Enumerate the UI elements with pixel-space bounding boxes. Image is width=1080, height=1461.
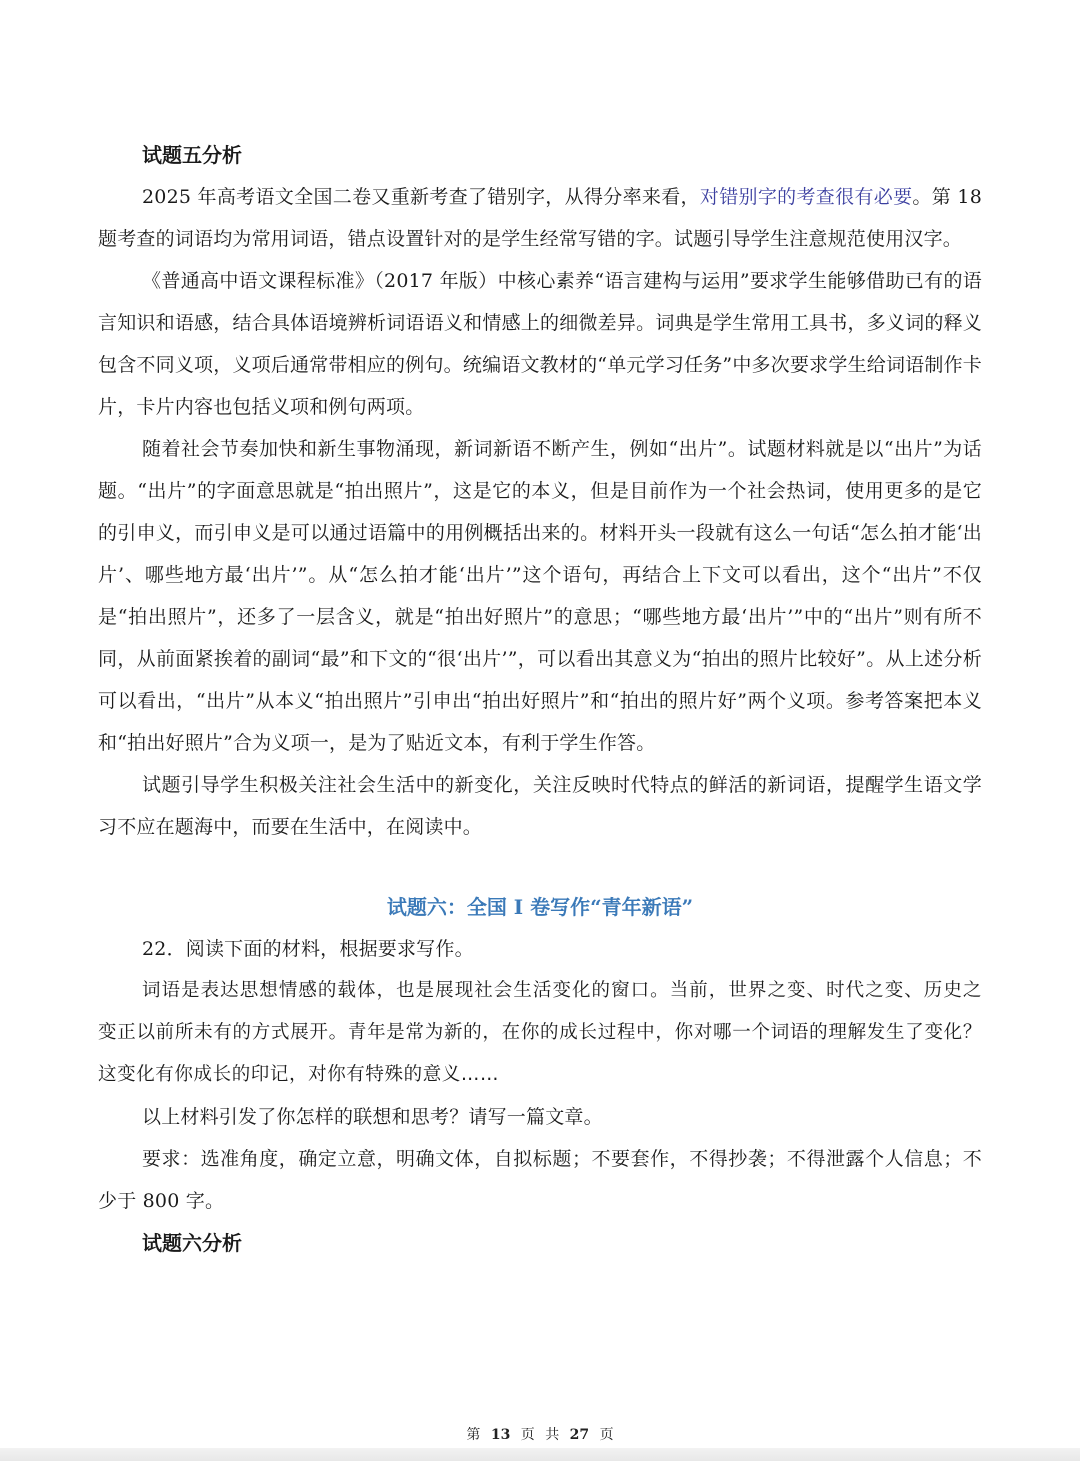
section-spacer (98, 848, 982, 876)
page-content (98, 134, 982, 1264)
writing-prompt: 以上材料引发了你怎样的联想和思考？请写一篇文章。 (142, 1106, 603, 1128)
question-line: 22．阅读下面的材料，根据要求写作。 (142, 938, 474, 960)
footer-middle: 页 共 (520, 1427, 560, 1443)
page-bottom-edge (0, 1448, 1080, 1461)
section5-analysis-heading: 试题五分析 (142, 143, 242, 167)
highlighted-phrase: 对错别字的考查很有必要 (699, 186, 913, 208)
page-footer (0, 1424, 1080, 1444)
section5-paragraph-1 (98, 176, 982, 260)
paragraph-text: 。第 18 题考查的词语均为常用词语，错点设置针对的是学生经常写错的字。试题引导学生注意规范使用汉字。 (98, 186, 983, 250)
section6-title: 试题六：全国 I 卷写作“青年新语” (386, 895, 694, 919)
section6-analysis-heading: 试题六分析 (142, 1231, 242, 1255)
writing-material: 词语是表达思想情感的载体，也是展现社会生活变化的窗口。当前，世界之变、时代之变、历史之变正以前所未有的方式展开。青年是常为新的，在你的成长过程中，你对哪一个词语的理解发生了变化？这变化有你成长的印记，对你有特殊的意义…… (98, 980, 982, 1085)
section5-paragraph-3: 随着社会节奏加快和新生事物涌现，新词新语不断产生，例如“出片”。试题材料就是以“出片”为话题。“出片”的字面意思就是“拍出照片”，这是它的本义，但是目前作为一个社会热词，使用更多的是它的引申义，而引申义是可以通过语篇中的用例概括出来的。材料开头一段就有这么一句话“怎么拍才能‘出片’、哪些地方最‘出片’”。从“怎么拍才能‘出片’”这个语句，再结合上下文可以看出，这个“出片”不仅是“拍出照片”，还多了一层含义，就是“拍出好照片”的意思；“哪些地方最‘出片’”中的“出片”则有所不同，从前面紧挨着的副词“最”和下文的“很‘出片’”，可以看出其意义为“拍出的照片比较好”。从上述分析可以看出，“出片”从本义“拍出照片”引申出“拍出好照片”和“拍出的照片好”两个义项。参考答案把本义和“拍出好照片”合为义项一，是为了贴近文本，有利于学生作答。 (98, 438, 982, 754)
footer-suffix: 页 (599, 1427, 614, 1443)
section5-paragraph-4: 试题引导学生积极关注社会生活中的新变化，关注反映时代特点的鲜活的新词语，提醒学生语文学习不应在题海中，而要在生活中，在阅读中。 (98, 774, 982, 838)
writing-requirements: 要求：选准角度，确定立意，明确文体，自拟标题；不要套作，不得抄袭；不得泄露个人信息；不少于 800 字。 (98, 1148, 982, 1212)
footer-prefix: 第 (466, 1427, 481, 1443)
section5-paragraph-2: 《普通高中语文课程标准》（2017 年版）中核心素养“语言建构与运用”要求学生能够借助已有的语言知识和语感，结合具体语境辨析词语语义和情感上的细微差异。词典是学生常用工具书，多义词的释义包含不同义项，义项后通常带相应的例句。统编语文教材的“单元学习任务”中多次要求学生给词语制作卡片，卡片内容也包括义项和例句两项。 (98, 270, 982, 418)
total-page-count: 27 (569, 1427, 590, 1443)
paragraph-text: 2025 年高考语文全国二卷又重新考查了错别字，从得分率来看， (142, 186, 700, 208)
current-page-number: 13 (490, 1427, 511, 1443)
